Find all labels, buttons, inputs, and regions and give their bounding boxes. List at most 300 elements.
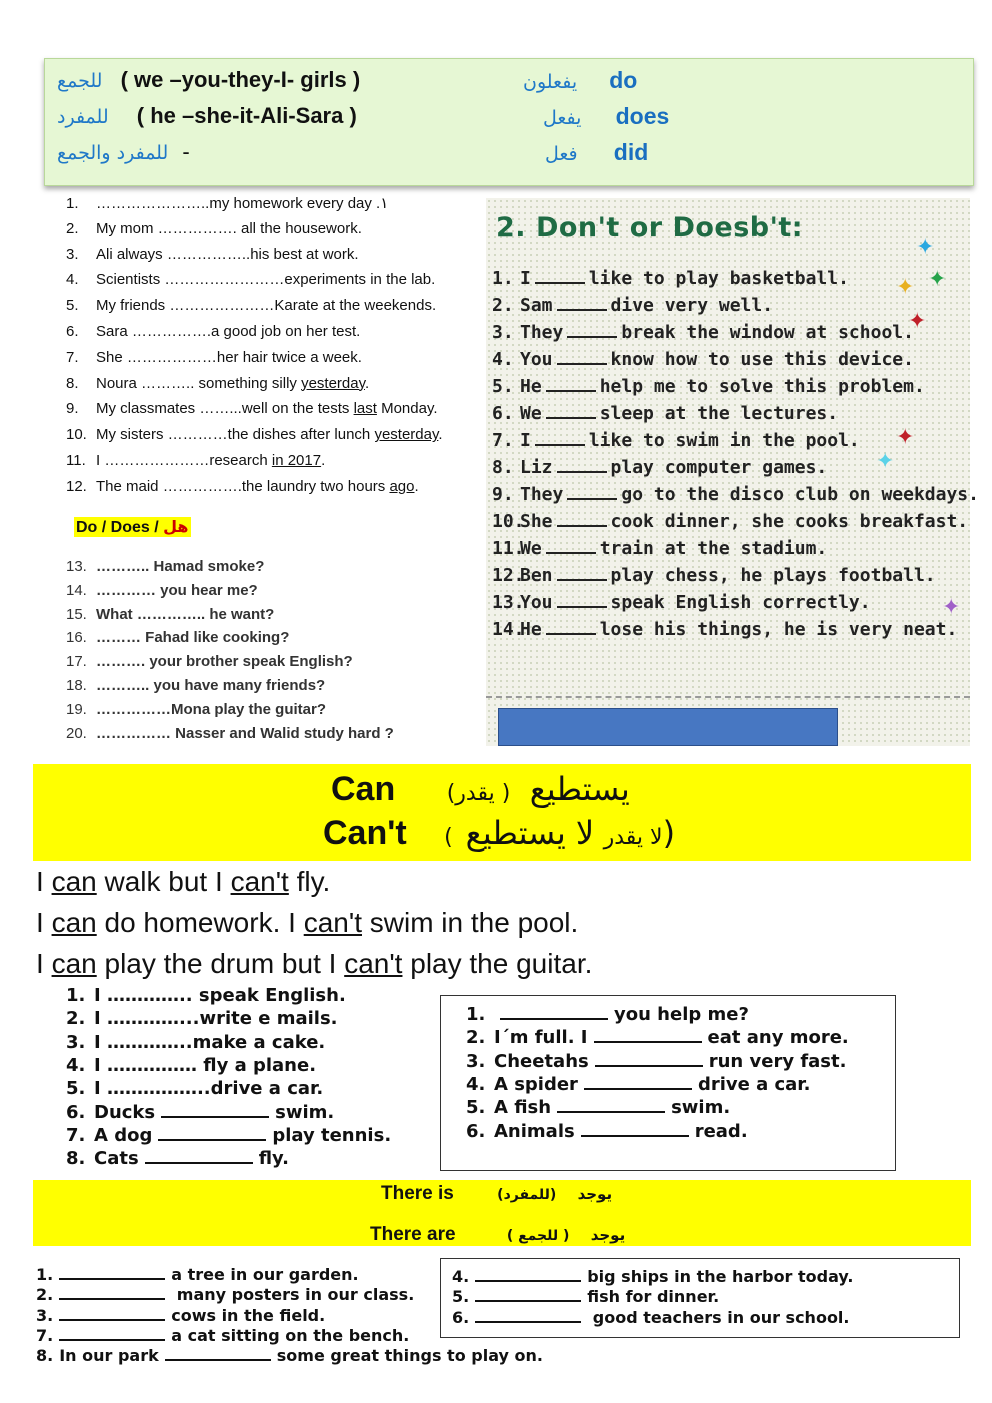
item-subject: Ben bbox=[520, 565, 553, 586]
item-rest: play chess, he plays football. bbox=[610, 565, 936, 586]
can-item bbox=[66, 1008, 338, 1029]
exercise-item bbox=[66, 478, 419, 495]
item-rest: read. bbox=[694, 1120, 748, 1142]
item-text: ………… you hear me? bbox=[96, 581, 258, 599]
item-end: . bbox=[365, 374, 370, 392]
heading-text: Do / Does / bbox=[76, 519, 164, 536]
item-subject: They bbox=[520, 322, 564, 343]
sentence-part: do homework. I bbox=[96, 907, 304, 938]
verb: do bbox=[609, 67, 638, 93]
item-rest: like to swim in the pool. bbox=[588, 430, 860, 451]
item-text: …………… Nasser and Walid study hard ? bbox=[96, 724, 394, 742]
answer-blank bbox=[161, 1102, 269, 1118]
question-item bbox=[66, 582, 258, 599]
arabic-verb: يفعل bbox=[543, 107, 582, 129]
exercise-item bbox=[66, 246, 359, 263]
answer-blank bbox=[59, 1327, 165, 1341]
item-number: 1. bbox=[66, 985, 86, 1006]
dont-doesnt-worksheet bbox=[486, 198, 979, 746]
row-does bbox=[57, 103, 357, 129]
row-did-verb bbox=[545, 139, 648, 166]
answer-blank bbox=[546, 538, 596, 554]
item-rest: eat any more. bbox=[707, 1027, 849, 1049]
item-rest: like to play basketball. bbox=[588, 268, 849, 289]
item-number: 3. bbox=[466, 1050, 486, 1072]
arabic-group: للمفرد bbox=[57, 106, 109, 128]
there-item bbox=[36, 1285, 414, 1304]
item-underlined: yesterday bbox=[374, 426, 439, 444]
answer-blank bbox=[557, 592, 607, 608]
example-sentence bbox=[36, 866, 330, 898]
there-is-arabic: يوجد bbox=[577, 1185, 613, 1203]
item-number: 3. bbox=[66, 245, 79, 263]
answer-blank bbox=[535, 430, 585, 446]
item-subject: Animals bbox=[494, 1120, 575, 1142]
there-item bbox=[36, 1265, 359, 1284]
item-underlined: ago bbox=[389, 477, 415, 495]
item-rest: break the window at school. bbox=[621, 322, 914, 343]
item-text: I …………………research bbox=[96, 452, 272, 469]
item-rest: a cat sitting on the bench. bbox=[171, 1325, 410, 1345]
item-number: 3. bbox=[492, 322, 514, 343]
can-item bbox=[66, 1102, 334, 1123]
item-number: 3. bbox=[66, 1031, 86, 1053]
item-rest: swim. bbox=[671, 1097, 731, 1119]
question-item bbox=[66, 629, 289, 646]
item-number: 5. bbox=[66, 1078, 86, 1100]
arabic-verb: فعل bbox=[545, 143, 578, 165]
item-rest: help me to solve this problem. bbox=[599, 376, 925, 397]
worksheet-item bbox=[492, 457, 827, 478]
item-text: My friends …………………Karate at the weekends. bbox=[96, 297, 437, 315]
item-number: 6. bbox=[66, 323, 79, 340]
answer-blank bbox=[475, 1309, 581, 1323]
item-text: ……….. Hamad smoke? bbox=[96, 558, 265, 575]
item-text: ………. your brother speak English? bbox=[96, 653, 353, 671]
divider bbox=[486, 696, 970, 700]
item-number: 8. bbox=[66, 374, 79, 392]
sentence-part: I bbox=[36, 866, 52, 897]
item-number: 14. bbox=[66, 581, 87, 599]
item-end: . bbox=[438, 426, 443, 444]
item-rest: go to the disco club on weekdays. bbox=[621, 484, 979, 505]
star-icon: ✦ bbox=[896, 424, 915, 449]
item-text: Scientists ……………………experiments in the lab. bbox=[96, 271, 436, 289]
answer-blank bbox=[165, 1347, 271, 1361]
item-text: I …………..make a cake. bbox=[94, 1031, 326, 1053]
item-text: The maid …………….the laundry two hours bbox=[96, 477, 390, 495]
item-rest: play computer games. bbox=[610, 457, 828, 478]
item-underlined: last bbox=[353, 400, 377, 418]
answer-blank bbox=[59, 1266, 165, 1280]
row-does-verb bbox=[543, 103, 669, 130]
item-text: Noura ……….. something silly bbox=[96, 374, 302, 392]
answer-blank bbox=[546, 376, 596, 392]
item-subject: She bbox=[520, 511, 553, 532]
item-rest: big ships in the harbor today. bbox=[587, 1267, 854, 1286]
can-item bbox=[66, 1125, 391, 1146]
item-number: 1. bbox=[36, 1265, 54, 1284]
question-item bbox=[66, 558, 264, 575]
there-item bbox=[452, 1287, 719, 1306]
item-rest: train at the stadium. bbox=[599, 538, 828, 559]
answer-blank bbox=[59, 1286, 165, 1300]
item-subject: Sam bbox=[520, 295, 553, 316]
item-text: I …………...write e mails. bbox=[94, 1008, 338, 1030]
item-number: 7. bbox=[492, 430, 514, 451]
answer-blank bbox=[475, 1288, 581, 1302]
worksheet-item bbox=[492, 403, 838, 424]
sentence-part: I bbox=[36, 907, 52, 938]
item-rest: run very fast. bbox=[708, 1050, 847, 1072]
item-rest: swim. bbox=[275, 1101, 335, 1123]
pronouns: ( he –she-it-Ali-Sara ) bbox=[136, 103, 357, 128]
worksheet-item bbox=[492, 376, 925, 397]
answer-blank bbox=[594, 1027, 702, 1043]
pronouns: - bbox=[182, 139, 190, 164]
row-do-verb bbox=[523, 67, 637, 94]
can-row bbox=[331, 770, 630, 809]
star-icon: ✦ bbox=[876, 448, 895, 473]
item-end: . bbox=[414, 477, 419, 495]
worksheet-item bbox=[492, 295, 773, 316]
item-number: 17. bbox=[66, 653, 87, 671]
item-subject: Liz bbox=[520, 457, 553, 478]
item-text: Sara …………….a good job on her test. bbox=[96, 323, 361, 340]
item-subject: I bbox=[520, 430, 531, 451]
exercise-item bbox=[66, 426, 443, 443]
item-rest: fly. bbox=[258, 1148, 289, 1170]
sentence-part: play the drum but I bbox=[96, 948, 345, 979]
item-rest: many posters in our class. bbox=[171, 1285, 415, 1305]
item-number: 6. bbox=[66, 1101, 86, 1123]
there-item bbox=[452, 1308, 850, 1327]
answer-blank bbox=[535, 268, 585, 284]
can-arabic: يستطيع bbox=[529, 770, 630, 808]
can-item bbox=[66, 1055, 316, 1076]
item-number: 4. bbox=[452, 1267, 470, 1286]
item-subject: I´m full. I bbox=[494, 1027, 588, 1049]
item-number: 19. bbox=[66, 700, 87, 718]
pronouns: ( we –you-they-I- girls ) bbox=[120, 67, 361, 92]
exercise-item bbox=[66, 400, 438, 417]
answer-blank bbox=[557, 565, 607, 581]
item-number: 7. bbox=[66, 1124, 86, 1146]
exercise-item bbox=[66, 375, 369, 392]
cant-arabic-paren: ( لا يقدر bbox=[444, 825, 663, 850]
item-subject: A spider bbox=[494, 1073, 578, 1095]
star-icon: ✦ bbox=[928, 266, 947, 291]
verb: does bbox=[615, 103, 670, 129]
item-number: 5. bbox=[466, 1097, 486, 1119]
item-text: What ………….. he want? bbox=[96, 605, 275, 623]
can-word: Can bbox=[331, 770, 396, 808]
item-number: 5. bbox=[492, 376, 514, 397]
exercise-item bbox=[66, 452, 325, 469]
item-end: Monday. bbox=[376, 400, 438, 418]
item-underlined: in 2017 bbox=[271, 452, 322, 469]
question-item bbox=[66, 725, 394, 742]
item-subject: He bbox=[520, 376, 542, 397]
item-rest: play tennis. bbox=[272, 1124, 392, 1146]
item-rest: drive a car. bbox=[697, 1073, 811, 1095]
do-does-heading bbox=[74, 517, 191, 537]
worksheet-item bbox=[492, 484, 979, 505]
item-subject: A fish bbox=[494, 1097, 552, 1119]
answer-blank bbox=[546, 403, 596, 419]
exercise-item bbox=[66, 349, 362, 366]
worksheet-item bbox=[492, 430, 860, 451]
answer-blank bbox=[546, 619, 596, 635]
blue-banner bbox=[498, 708, 838, 746]
item-rest: good teachers in our school. bbox=[587, 1307, 850, 1327]
item-rest: dive very well. bbox=[610, 295, 774, 316]
item-text: She ………………her hair twice a week. bbox=[96, 348, 362, 366]
exercise-item bbox=[66, 323, 360, 340]
item-number: 8. bbox=[36, 1346, 54, 1366]
item-number: 3. bbox=[36, 1305, 54, 1325]
answer-blank bbox=[584, 1074, 692, 1090]
pronoun-verb-box bbox=[44, 58, 974, 186]
item-rest: sleep at the lectures. bbox=[599, 403, 839, 424]
cant-row bbox=[323, 814, 675, 853]
item-number: 7. bbox=[66, 348, 79, 366]
item-text: ……….. you have many friends? bbox=[96, 677, 326, 694]
item-subject: They bbox=[520, 484, 564, 505]
item-subject: We bbox=[520, 538, 542, 559]
answer-blank bbox=[557, 511, 607, 527]
there-are-word: There are bbox=[370, 1224, 456, 1245]
can-item bbox=[466, 1097, 730, 1118]
question-item bbox=[66, 606, 274, 623]
row-do bbox=[57, 67, 360, 93]
example-sentence bbox=[36, 948, 592, 980]
item-rest: a tree in our garden. bbox=[171, 1265, 359, 1284]
can-arabic-paren: (يقدر ) bbox=[446, 781, 511, 806]
item-number: 2. bbox=[36, 1285, 54, 1305]
can-item bbox=[466, 1074, 810, 1095]
answer-blank bbox=[567, 484, 617, 500]
item-number: 14. bbox=[492, 619, 525, 640]
modal-word: can't bbox=[344, 948, 403, 979]
arabic-group: للجمع bbox=[57, 70, 103, 92]
item-rest: some great things to play on. bbox=[276, 1346, 543, 1366]
can-cant-band bbox=[33, 764, 971, 861]
item-number: 2. bbox=[492, 295, 514, 316]
can-item bbox=[466, 1004, 749, 1025]
item-number: 2. bbox=[66, 219, 79, 237]
item-number: 8. bbox=[492, 457, 514, 478]
item-subject: I bbox=[520, 268, 531, 289]
answer-blank bbox=[158, 1125, 266, 1141]
item-number: 5. bbox=[66, 297, 79, 315]
item-number: 7. bbox=[36, 1325, 54, 1345]
modal-word: can bbox=[51, 948, 97, 979]
answer-blank bbox=[557, 295, 607, 311]
there-item bbox=[452, 1267, 853, 1286]
item-number: 1. bbox=[466, 1004, 486, 1025]
worksheet-title: 2. Don't or Doesb't: bbox=[496, 212, 804, 243]
item-number: 6. bbox=[452, 1307, 470, 1327]
item-rest: cows in the field. bbox=[171, 1305, 326, 1325]
item-end: . bbox=[321, 452, 326, 469]
item-number: 4. bbox=[492, 349, 514, 370]
worksheet-item bbox=[492, 268, 849, 289]
there-are-row bbox=[370, 1224, 625, 1246]
there-item bbox=[36, 1306, 325, 1325]
item-text: ……… Fahad like cooking? bbox=[96, 629, 290, 647]
answer-blank bbox=[475, 1268, 581, 1282]
item-number: 15. bbox=[66, 605, 87, 623]
item-subject: A dog bbox=[94, 1124, 153, 1146]
answer-blank bbox=[500, 1004, 608, 1020]
modal-word: can bbox=[51, 866, 97, 897]
item-subject: In our park bbox=[59, 1346, 159, 1366]
cant-word: Can't bbox=[323, 814, 407, 852]
item-number: 12. bbox=[492, 565, 525, 586]
item-text: …………………..my homework every day .١ bbox=[96, 195, 389, 212]
sentence-part: walk but I bbox=[96, 866, 231, 897]
there-is-word: There is bbox=[381, 1183, 454, 1204]
answer-blank bbox=[557, 457, 607, 473]
item-number: 1. bbox=[492, 268, 514, 289]
can-item bbox=[66, 1032, 325, 1053]
can-item bbox=[66, 1148, 289, 1169]
item-subject: You bbox=[520, 349, 553, 370]
exercise-item bbox=[66, 194, 388, 212]
arabic-verb: يفعلون bbox=[523, 71, 578, 93]
answer-blank bbox=[567, 322, 617, 338]
item-number: 8. bbox=[66, 1148, 86, 1170]
item-number: 1. bbox=[66, 195, 79, 212]
item-number: 9. bbox=[492, 484, 514, 505]
example-sentence bbox=[36, 907, 578, 939]
there-is-row bbox=[381, 1183, 612, 1205]
item-number: 4. bbox=[466, 1073, 486, 1095]
item-number: 16. bbox=[66, 629, 87, 647]
item-rest: speak English correctly. bbox=[610, 592, 871, 613]
there-are-arabic-paren: ( للجمع ) bbox=[506, 1228, 570, 1244]
item-subject: He bbox=[520, 619, 542, 640]
item-number: 13. bbox=[492, 592, 525, 613]
item-text: I ………….. speak English. bbox=[94, 985, 346, 1006]
modal-word: can bbox=[51, 907, 97, 938]
item-number: 6. bbox=[492, 403, 514, 424]
item-number: 11. bbox=[492, 538, 525, 559]
question-item bbox=[66, 653, 353, 670]
item-number: 10. bbox=[492, 511, 525, 532]
worksheet-item bbox=[492, 619, 957, 640]
item-number: 6. bbox=[466, 1120, 486, 1142]
exercise-item bbox=[66, 271, 435, 288]
answer-blank bbox=[595, 1051, 703, 1067]
item-number: 10. bbox=[66, 426, 87, 444]
star-icon: ✦ bbox=[942, 594, 961, 619]
there-item bbox=[36, 1326, 409, 1345]
arabic-group: للمفرد والجمع bbox=[57, 142, 169, 164]
answer-blank bbox=[557, 1097, 665, 1113]
row-did bbox=[57, 139, 190, 165]
star-icon: ✦ bbox=[916, 234, 935, 259]
can-item bbox=[466, 1121, 748, 1142]
can-item bbox=[466, 1051, 846, 1072]
item-rest: you help me? bbox=[614, 1004, 749, 1025]
item-text: I ……………..drive a car. bbox=[94, 1078, 324, 1100]
sentence-part: play the guitar. bbox=[402, 948, 593, 979]
verb: did bbox=[613, 139, 649, 165]
item-number: 13. bbox=[66, 558, 87, 575]
exercise-item bbox=[66, 220, 362, 237]
worksheet-item bbox=[492, 511, 968, 532]
item-subject: Ducks bbox=[94, 1101, 156, 1123]
item-text: I …………… fly a plane. bbox=[94, 1054, 317, 1076]
item-rest: fish for dinner. bbox=[587, 1287, 720, 1307]
answer-blank bbox=[145, 1148, 253, 1164]
modal-word: can't bbox=[230, 866, 289, 897]
item-text: ……………Mona play the guitar? bbox=[96, 700, 327, 718]
item-rest: lose his things, he is very neat. bbox=[599, 619, 958, 640]
worksheet-item bbox=[492, 322, 914, 343]
item-rest: cook dinner, she cooks breakfast. bbox=[610, 511, 969, 532]
modal-word: can't bbox=[303, 907, 362, 938]
can-item bbox=[466, 1027, 849, 1048]
there-item bbox=[36, 1346, 543, 1365]
item-subject: We bbox=[520, 403, 542, 424]
sentence-part: I bbox=[36, 948, 52, 979]
item-underlined: yesterday bbox=[301, 374, 365, 392]
can-item bbox=[66, 1078, 323, 1099]
item-text: My mom ……………. all the housework. bbox=[96, 219, 362, 237]
can-item bbox=[66, 985, 346, 1006]
item-text: My classmates ……...well on the tests bbox=[96, 400, 354, 418]
item-number: 4. bbox=[66, 271, 79, 289]
there-is-are-band bbox=[33, 1180, 971, 1246]
there-are-arabic: يوجد bbox=[590, 1226, 626, 1244]
exercise-item bbox=[66, 297, 436, 314]
heading-arabic: هل bbox=[163, 517, 189, 536]
there-is-arabic-paren: (للمفرد) bbox=[497, 1187, 557, 1203]
item-number: 11. bbox=[66, 452, 86, 469]
item-number: 2. bbox=[466, 1027, 486, 1049]
item-rest: know how to use this device. bbox=[610, 349, 914, 370]
item-number: 12. bbox=[66, 477, 87, 495]
answer-blank bbox=[59, 1307, 165, 1321]
item-number: 18. bbox=[66, 677, 87, 694]
worksheet-item bbox=[492, 349, 914, 370]
answer-blank bbox=[557, 349, 607, 365]
item-text: My sisters …………the dishes after lunch bbox=[96, 426, 375, 444]
star-icon: ✦ bbox=[896, 274, 915, 299]
sentence-part: fly. bbox=[288, 866, 331, 897]
item-number: 5. bbox=[452, 1287, 470, 1307]
item-number: 2. bbox=[66, 1008, 86, 1030]
sentence-part: swim in the pool. bbox=[361, 907, 579, 938]
answer-blank bbox=[581, 1121, 689, 1137]
cant-arabic: لا يستطيع) bbox=[465, 814, 676, 852]
item-number: 4. bbox=[66, 1054, 86, 1076]
worksheet-item bbox=[492, 538, 827, 559]
star-icon: ✦ bbox=[908, 308, 927, 333]
item-number: 9. bbox=[66, 400, 79, 418]
question-item bbox=[66, 701, 326, 718]
item-subject: Cheetahs bbox=[494, 1050, 589, 1072]
item-subject: You bbox=[520, 592, 553, 613]
worksheet-item bbox=[492, 592, 871, 613]
item-subject: Cats bbox=[94, 1148, 139, 1170]
item-text: Ali always ……………..his best at work. bbox=[96, 245, 359, 263]
question-item bbox=[66, 677, 325, 694]
item-number: 20. bbox=[66, 724, 87, 742]
